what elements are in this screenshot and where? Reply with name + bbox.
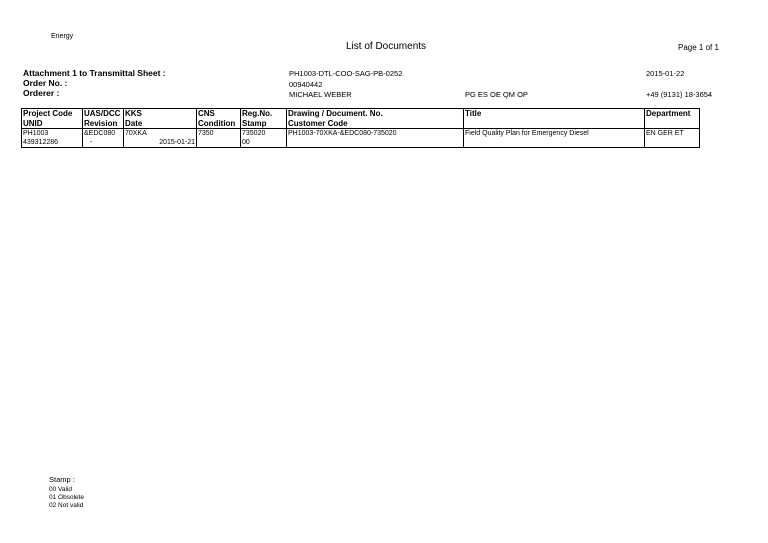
stamp-legend-item: 02 Not valid [49,502,84,509]
col-cns: CNS Condition [197,109,241,129]
table-header-row [22,109,700,129]
table-row [22,129,700,148]
cell-reg-no: 735020 00 [241,129,287,148]
orderer-name: MICHAEL WEBER [289,90,352,99]
order-label: Order No. : [23,78,68,88]
cell-drawing-no: PH1003-70XKA-&EDC080-735020 [287,129,464,148]
transmittal-date: 2015-01-22 [646,69,685,78]
stamp-legend-item: 00 Valid [49,486,73,493]
attachment-label: Attachment 1 to Transmittal Sheet : [23,68,166,78]
documents-table [21,108,700,148]
cell-department: EN GER ET [645,129,700,148]
stamp-legend-item: 01 Obsolete [49,494,85,501]
col-uas-dcc: UAS/DCC Revision [83,109,124,129]
attachment-value: PH1003-DTL-COO-SAG-PB-0252 [289,69,403,78]
col-drawing-no: Drawing / Document. No. Customer Code [287,109,464,129]
orderer-label: Orderer : [23,88,60,98]
cell-cns: 7350 [197,129,241,148]
cell-title: Field Quality Plan for Emergency Diesel [464,129,645,148]
company-brand: Energy [51,33,74,40]
cell-project-code: PH1003 439312286 [22,129,83,148]
col-reg-no: Reg.No. Stamp [241,109,287,129]
orderer-department: PG ES OE QM OP [465,90,528,99]
col-project-code: Project Code UNID [22,109,83,129]
stamp-legend-title: Stamp : [49,475,75,484]
cell-kks: 70XKA 2015-01-21 [125,130,195,146]
document-title: List of Documents [346,41,427,52]
col-title: Title [464,109,645,129]
col-kks: KKS Date [124,109,197,129]
orderer-phone: +49 (9131) 18-3654 [646,90,713,99]
col-department: Department [645,109,700,129]
page-number: Page 1 of 1 [678,43,719,52]
cell-uas-dcc: &EDC080 - [83,129,124,148]
order-value: 00940442 [289,80,323,89]
